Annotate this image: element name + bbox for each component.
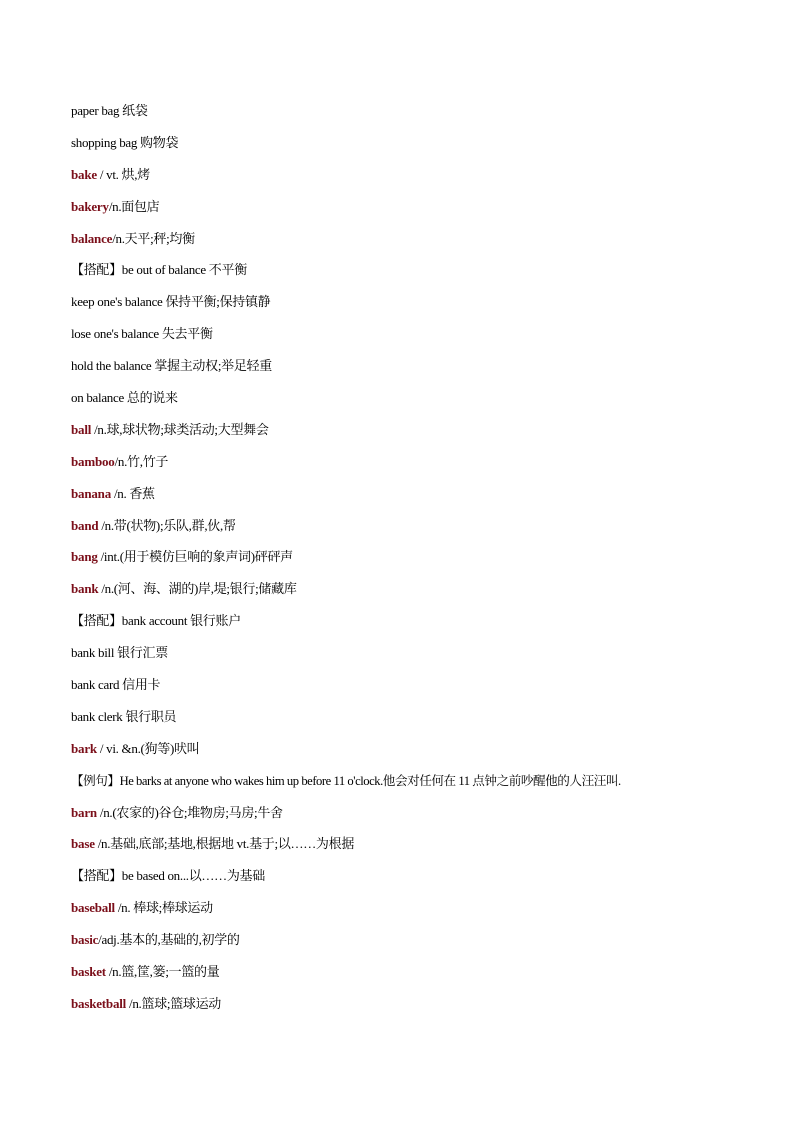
definition: /adj.基本的,基础的,初学的: [98, 932, 240, 948]
entry-line: [71, 131, 751, 163]
headword: banana: [71, 485, 111, 501]
entry-line: [71, 737, 751, 769]
entry-line: [71, 386, 751, 418]
headword: ball: [71, 421, 92, 437]
entry-line: [71, 418, 751, 450]
entry-line: [71, 992, 751, 1024]
definition: /int.(用于模仿巨响的象声词)砰砰声: [97, 549, 293, 565]
entry-line: [71, 545, 751, 577]
definition: /n.(河、海、湖的)岸,堤;银行;储藏库: [98, 581, 297, 597]
entry-line: [71, 705, 751, 737]
headword: band: [71, 517, 99, 533]
definition: /n.篮,筐,篓;一篮的量: [105, 964, 220, 980]
headword: bake: [71, 166, 97, 182]
definition: /n.球,球状物;球类活动;大型舞会: [91, 421, 269, 437]
definition: keep one's balance 保持平衡;保持镇静: [71, 294, 271, 310]
example-line: [71, 769, 751, 801]
entry-line: [71, 577, 751, 609]
entry-line: [71, 641, 751, 673]
definition: on balance 总的说来: [71, 390, 178, 406]
definition: 【搭配】be based on...以……为基础: [71, 868, 265, 884]
entry-line: [71, 514, 751, 546]
definition: bank bill 银行汇票: [71, 645, 168, 661]
definition: /n. 香蕉: [111, 485, 155, 501]
entry-line: [71, 195, 751, 227]
definition: /n.(农家的)谷仓;堆物房;马房;牛舍: [96, 804, 283, 820]
headword: bank: [71, 581, 99, 597]
definition: bank clerk 银行职员: [71, 708, 177, 724]
headword: basket: [71, 964, 106, 980]
definition: /n.带(状物);乐队,群,伙,帮: [98, 517, 236, 533]
headword: basic: [71, 932, 99, 948]
entry-line: [71, 450, 751, 482]
definition: /n.基础,底部;基地,根据地 vt.基于;以……为根据: [94, 836, 355, 852]
definition: /n. 棒球;棒球运动: [114, 900, 213, 916]
entry-line: [71, 609, 751, 641]
headword: basketball: [71, 995, 127, 1011]
entry-line: [71, 928, 751, 960]
definition: 【搭配】bank account 银行账户: [71, 613, 241, 629]
definition: / vt. 烘,烤: [96, 166, 150, 182]
entry-line: [71, 322, 751, 354]
headword: baseball: [71, 900, 115, 916]
entry-line: [71, 99, 751, 131]
definition: /n.竹,竹子: [114, 453, 169, 469]
headword: bang: [71, 549, 98, 565]
entry-line: [71, 673, 751, 705]
definition: 【搭配】be out of balance 不平衡: [71, 262, 247, 278]
entry-line: [71, 482, 751, 514]
headword: barn: [71, 804, 97, 820]
definition: /n.天平;秤;均衡: [112, 230, 195, 246]
definition: paper bag 纸袋: [71, 103, 148, 118]
headword: balance: [71, 230, 113, 246]
entry-line: [71, 163, 751, 195]
definition: 【例句】He barks at anyone who wakes him up before 11 o'clock.他会对任何在 11 点钟之前吵醒他的人汪汪叫.: [71, 773, 621, 788]
entry-line: [71, 354, 751, 386]
definition: hold the balance 掌握主动权;举足轻重: [71, 358, 272, 374]
vocabulary-list: [71, 99, 751, 1024]
definition: /n.篮球;篮球运动: [126, 995, 222, 1011]
headword: bakery: [71, 198, 109, 214]
entry-line: [71, 227, 751, 259]
headword: bamboo: [71, 453, 115, 469]
definition: /n.面包店: [108, 198, 160, 214]
entry-line: [71, 290, 751, 322]
definition: bank card 信用卡: [71, 677, 161, 693]
headword: bark: [71, 740, 97, 756]
entry-line: [71, 832, 751, 864]
definition: / vi. &n.(狗等)吠叫: [96, 740, 200, 756]
entry-line: [71, 864, 751, 896]
entry-line: [71, 801, 751, 833]
definition: shopping bag 购物袋: [71, 134, 179, 150]
entry-line: [71, 258, 751, 290]
entry-line: [71, 896, 751, 928]
headword: base: [71, 836, 95, 852]
entry-line: [71, 960, 751, 992]
definition: lose one's balance 失去平衡: [71, 326, 213, 342]
